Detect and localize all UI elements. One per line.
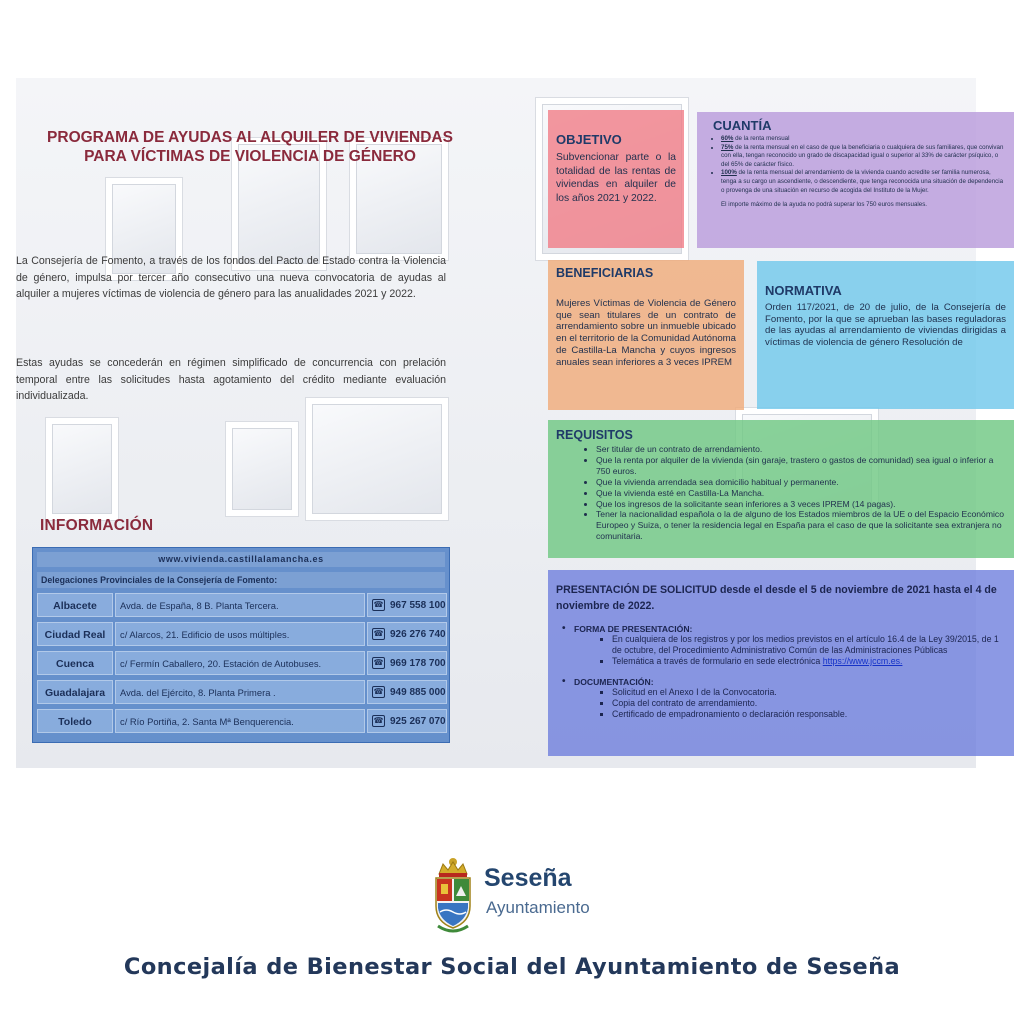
delegacion-phone <box>367 680 447 704</box>
sede-electronica-link[interactable]: https://www.jccm.es. <box>822 656 903 666</box>
objetivo-box <box>548 110 684 248</box>
forma-presentacion-list <box>556 634 1006 667</box>
delegacion-city: Albacete <box>37 593 113 617</box>
cuantia-percentage: 60% <box>721 135 734 142</box>
presentacion-title: PRESENTACIÓN DE SOLICITUD desde el desde el 5 de noviembre de 2021 hasta el 4 de noviembre de 2022. <box>556 584 997 612</box>
requisitos-list <box>556 444 1006 542</box>
cuantia-percentage: 100% <box>721 169 737 177</box>
list-item: • Tener la nacionalidad española o la de alguno de los Estados miembros de la UE o del Espacio Económico Europeo y Suiza, o tener la residencia legal en España para el caso de que la solicitante sea extranjera no comunitaria. <box>596 509 1006 542</box>
poster <box>16 78 1006 768</box>
informacion-table <box>32 547 450 743</box>
normativa-text: Orden 117/2021, de 20 de julio, de la Consejería de Fomento, por la que se aprueban las bases reguladoras de las ayudas al arrendamiento de viviendas dirigidas a víctimas de violencia de género Resolución de <box>765 302 1006 348</box>
logo-subtitle: Ayuntamiento <box>486 898 590 917</box>
page-title <box>40 128 460 166</box>
cuantia-box <box>697 112 1014 248</box>
background-window <box>46 418 118 520</box>
cuantia-note: El importe máximo de la ayuda no podrá superar los 750 euros mensuales. <box>721 201 928 209</box>
list-item: • Que la vivienda esté en Castilla-La Mancha. <box>596 488 1006 499</box>
phone-icon: ☎ <box>373 629 384 638</box>
phone-icon: ☎ <box>373 658 384 667</box>
delegacion-address: Avda. del Ejército, 8. Planta Primera . <box>115 680 365 704</box>
intro-paragraph: Estas ayudas se concederán en régimen simplificado de concurrencia con prelación temporal entre las solicitudes hasta agotamiento del crédito mediante evaluación individualizada. <box>16 357 446 402</box>
list-item <box>612 656 1006 667</box>
delegacion-address: c/ Alarcos, 21. Edificio de usos múltiples. <box>115 622 365 646</box>
cuantia-item-text: de la renta mensual del arrendamiento de la vivienda cuando acredite ser familia numerosa, tenga a su cargo un ascendiente, o descendiente, que tenga reconocida una situación de dependencia o provenga de una situación en recurso de acogida del Instituto de la Mujer. <box>721 169 1004 194</box>
objetivo-title: OBJETIVO <box>556 132 622 147</box>
presentacion-box <box>548 570 1014 756</box>
list-item: ▪ Certificado de empadronamiento o declaración responsable. <box>612 709 1006 720</box>
list-item: ▪ En cualquiera de los registros y por los medios previstos en el artículo 16.4 de la Ley 39/2015, de 1 de octubre, del Procedimiento Administrativo Común de las Administraciones Públicas <box>612 634 1006 656</box>
intro-paragraph: La Consejería de Fomento, a través de los fondos del Pacto de Estado contra la Violencia de género, impulsa por tercer año consecutivo una nueva convocatoria de ayudas al alquiler a mujeres víctimas de violencia de género para las anualidades 2021 y 2022. <box>16 255 446 300</box>
background-window <box>306 398 448 520</box>
forma-presentacion-heading: • FORMA DE PRESENTACIÓN: <box>556 624 1006 634</box>
background-window <box>226 422 298 516</box>
phone-icon: ☎ <box>373 716 384 725</box>
coat-of-arms-icon <box>430 856 476 934</box>
delegacion-phone <box>367 651 447 675</box>
table-row <box>37 680 447 704</box>
phone-number[interactable]: 949 885 000 <box>390 687 446 698</box>
table-row <box>37 709 447 733</box>
documentacion-list <box>556 687 1006 720</box>
objetivo-text: Subvencionar parte o la totalidad de las rentas de viviendas en alquiler de los años 2021 y 2022. <box>556 152 676 204</box>
list-item <box>721 144 1006 170</box>
list-item: • Ser titular de un contrato de arrendamiento. <box>596 444 1006 455</box>
list-item: ▪ Copia del contrato de arrendamiento. <box>612 698 1006 709</box>
list-item: • Que los ingresos de la solicitante sean inferiores a 3 veces IPREM (14 pagas). <box>596 499 1006 510</box>
phone-number[interactable]: 925 267 070 <box>390 716 446 727</box>
page-title-line: PARA VÍCTIMAS DE VIOLENCIA DE GÉNERO <box>84 148 416 165</box>
logo-name: Seseña <box>484 864 572 892</box>
sesena-logo <box>418 850 618 940</box>
table-row <box>37 651 447 675</box>
delegacion-phone <box>367 622 447 646</box>
informacion-title: INFORMACIÓN <box>40 517 154 534</box>
delegacion-city: Toledo <box>37 709 113 733</box>
phone-number[interactable]: 969 178 700 <box>390 658 446 669</box>
delegacion-city: Guadalajara <box>37 680 113 704</box>
table-row <box>37 622 447 646</box>
delegacion-address: Avda. de España, 8 B. Planta Tercera. <box>115 593 365 617</box>
beneficiarias-box <box>548 260 744 410</box>
cuantia-title: CUANTÍA <box>713 118 772 133</box>
list-item: ▪ Solicitud en el Anexo I de la Convocatoria. <box>612 687 1006 698</box>
website-link[interactable]: www.vivienda.castillalamancha.es <box>37 552 445 567</box>
normativa-title: NORMATIVA <box>765 283 842 298</box>
delegacion-phone <box>367 593 447 617</box>
phone-icon: ☎ <box>373 687 384 696</box>
delegaciones-heading: Delegaciones Provinciales de la Consejería de Fomento: <box>37 572 445 588</box>
delegacion-phone <box>367 709 447 733</box>
list-item: • Que la renta por alquiler de la vivienda (sin garaje, trastero o gastos de comunidad) sea igual o inferior a 750 euros. <box>596 455 1006 477</box>
cuantia-item-text: de la renta mensual <box>733 135 790 142</box>
delegacion-address: c/ Río Portiña, 2. Santa Mª Benquerencia. <box>115 709 365 733</box>
beneficiarias-title: BENEFICIARIAS <box>556 266 654 280</box>
phone-number[interactable]: 967 558 100 <box>390 600 446 611</box>
table-row <box>37 593 447 617</box>
page-title-line: PROGRAMA DE AYUDAS AL ALQUILER DE VIVIENDAS <box>47 129 453 146</box>
phone-icon: ☎ <box>373 600 384 609</box>
list-item: • Que la vivienda arrendada sea domicilio habitual y permanente. <box>596 477 1006 488</box>
list-item <box>721 135 1006 144</box>
documentacion-heading: • DOCUMENTACIÓN: <box>556 677 1006 687</box>
requisitos-title: REQUISITOS <box>556 428 633 442</box>
list-item-text: Telemática a través de formulario en sede electrónica <box>612 656 823 666</box>
requisitos-box <box>548 420 1014 558</box>
cuantia-item-text: de la renta mensual en el caso de que la beneficiaria o cualquiera de sus familiares, que convivan con ella, tengan reconocido un grado de discapacidad igual o superior al 33% de carácter psíquico, o del 65% de carácter físico. <box>721 143 1004 168</box>
normativa-box <box>757 261 1014 409</box>
phone-number[interactable]: 926 276 740 <box>390 629 446 640</box>
list-item <box>721 169 1006 195</box>
delegacion-city: Cuenca <box>37 651 113 675</box>
delegacion-city: Ciudad Real <box>37 622 113 646</box>
cuantia-percentage: 75% <box>721 143 734 151</box>
footer-title: Concejalía de Bienestar Social del Ayuntamiento de Seseña <box>123 954 901 980</box>
beneficiarias-text: Mujeres Víctimas de Violencia de Género que sean titulares de un contrato de arrendamiento sobre un inmueble ubicado en el territorio de la Comunidad Autónoma de Castilla-La Mancha y cuyos ingresos anuales sean inferiores a 3 veces IPREM <box>556 298 736 368</box>
cuantia-list <box>705 135 1006 195</box>
delegacion-address: c/ Fermín Caballero, 20. Estación de Autobuses. <box>115 651 365 675</box>
